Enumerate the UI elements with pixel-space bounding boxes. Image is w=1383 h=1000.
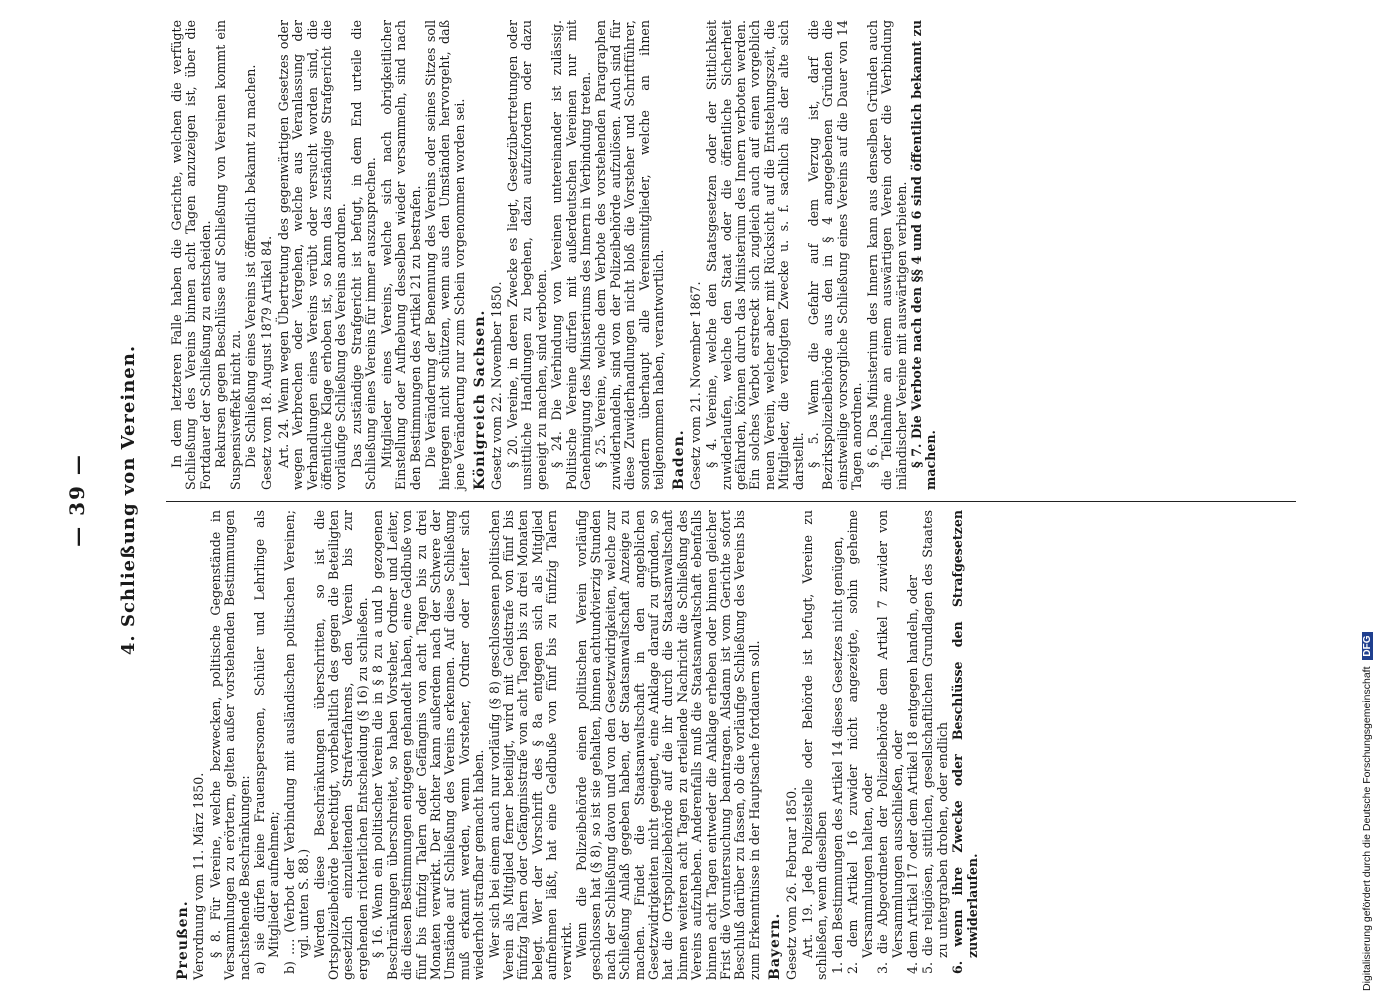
- paragraph: Wer sich bei einem auch nur vorläufig (§ 8) geschlossenen politischen Verein als Mitglied ferner beteiligt, wird mit Geldstrafe von fünf bis fünfzig Talern oder Gefängnisstrafe von acht Tagen bis zu drei Monaten belegt. Wer der Vorschrift des § 8a entgegen sich als Mitglied aufnehmen läßt, hat eine Geldbuße von fünf bis zu fünfzig Talern verwirkt.: [486, 510, 574, 980]
- dfg-logo: DFG: [1362, 632, 1373, 659]
- paragraph: § 20. Vereine, in deren Zwecke es liegt, Gesetzübertretungen oder unsittliche Handlungen zu begehen, dazu aufzufordern oder dazu geneigt zu machen, sind verboten.: [504, 20, 549, 490]
- list-item: 1. den Bestimmungen des Artikel 14 dieses Gesetzes nicht genügen,: [829, 536, 845, 974]
- paragraph: § 6. Das Ministerium des Innern kann aus denselben Gründen auch die Teilnahme an einem auswärtigen Verein oder die Verbindung inländischer Vereine mit auswärtigen verbieten.: [864, 20, 909, 490]
- law-reference: Gesetz vom 21. November 1867.: [687, 281, 703, 490]
- paragraph: § 24. Die Verbindung von Vereinen untereinander ist zulässig. Politische Vereine dürfen mit außerdeutschen Vereinen nur mit Genehmigung des Ministeriums des Innern in Verbindung treten.: [549, 20, 593, 490]
- paragraph: Wenn die Polizeibehörde einen politischen Verein vorläufig geschlossen hat (§ 8), so ist sie gehalten, binnen achtundvierzig Stunden nach der Schließung davon und von den Gesetzwidrigkeiten, welche zur Schließung Anlaß gegeben haben, der Staatsanwaltschaft Anzeige zu machen. Findet die Staatsanwaltschaft in den angeblichen Gesetzwidrigkeiten nicht geeignet, eine Anklage darauf zu gründen, so hat die Ortspolizeibehörde auf die ihr durch die Staatsanwaltschaft binnen weiteren acht Tagen zu erteilende Nachricht die Schließung des Vereins aufzuheben. Anderenfalls muß die Staatsanwaltschaft ebenfalls binnen acht Tagen entweder die Anklage erheben oder binnen gleicher Frist die Voruntersuchung beantragen. Alsdann ist vom Gerichte sofort Beschluß darüber zu fassen, ob die vorläufige Schließung des Vereins bis zum Erkenntnisse in der Hauptsache fortdauern soll.: [573, 510, 762, 980]
- law-reference: Verordnung vom 11. März 1850.: [191, 772, 207, 980]
- paragraph: Art. 24. Wenn wegen Übertretung des gegenwärtigen Gesetzes oder wegen Verbrechen oder Vergehen, welche aus Veranlassung der Verhandlungen eines Vereins verübt oder versucht worden sind, die öffentliche Klage erhoben ist, so kann das zuständige Strafgericht die vorläufige Schließung des Vereins anordnen.: [275, 20, 349, 490]
- paragraph: Art. 19. Jede Polizeistelle oder Behörde ist befugt, Vereine zu schließen, wenn dieselben: [800, 510, 830, 980]
- paragraph: Die Schließung eines Vereins ist öffentlich bekannt zu machen.: [243, 64, 259, 468]
- paragraph: § 25. Vereine, welche dem Verbote des vorstehenden Paragraphen zuwiderhandeln, sind von der Polizeibehörde aufzulösen. Auch sind für diese Zuwiderhandlungen nicht bloß die Vorsteher und Schriftführer, sondern überhaupt alle Vereinsmitglieder, welche an ihnen teilgenommen haben, verantwortlich.: [593, 20, 666, 490]
- paragraph: Werden diese Beschränkungen überschritten, so ist die Ortspolizeibehörde berechtigt, vorbehaltlich des gegen die Beteiligten gesetzlich einzuleitenden Strafverfahrens, den Verein bis zur ergehenden richterlichen Entscheidung (§ 16) zu schließen.: [311, 510, 370, 980]
- list-item: b) .... (Verbot der Verbindung mit ausländischen politischen Vereinen; vgl. unten S. 88.): [281, 510, 312, 974]
- paragraph: § 7. Die Verbote nach den §§ 4 und 6 sind öffentlich bekannt zu machen.: [908, 20, 939, 490]
- paragraph: In dem letzteren Falle haben die Gerichte, welchen die verfügte Schließung des Vereins binnen acht Tagen anzuzeigen ist, über die Fortdauer der Schließung zu entscheiden.: [169, 20, 213, 490]
- paragraph: Rekursen gegen Beschlüsse auf Schließung von Vereinen kommt ein Suspensiveffekt nicht zu.: [213, 20, 243, 490]
- paragraph: § 16. Wenn ein politischer Verein die in § 8 zu a und b gezogenen Beschränkungen überschreitet, so haben Vorsteher, Ordner und Leiter, die diesen Bestimmungen entgegen gehandelt haben, eine Geldbuße von fünf bis fünfzig Talern oder Gefängnis von acht Tagen bis zu drei Monaten verwirkt. Der Richter kann außerdem nach der Schwere der Umstände auf Schließung des Vereins erkennen. Auf diese Schließung muß erkannt werden, wenn Vorsteher, Ordner oder Leiter sich wiederholt strafbar gemacht haben.: [370, 510, 487, 980]
- law-reference: Gesetz vom 18. August 1879 Artikel 84.: [259, 235, 275, 490]
- digitization-note: Digitalisierung gefördert durch die Deutsche Forschungsgemeinschaft: [1361, 666, 1373, 991]
- law-reference: Gesetz vom 26. Februar 1850.: [783, 786, 799, 980]
- paragraph: Mitglieder eines Vereins, welche sich nach obrigkeitlicher Einstellung oder Aufhebung desselben wieder versammeln, sind nach den Bestimmungen des Artikel 21 zu bestrafen.: [378, 20, 423, 490]
- list-item: 6. wenn ihre Zwecke oder Beschlüsse den Strafgesetzen zuwiderlaufen.: [950, 510, 980, 974]
- paragraph: § 5. Wenn die Gefahr auf dem Verzug ist, darf die Bezirkspolizeibehörde aus den in § 4 angegebenen Gründen die einstweilige vorsorgliche Schließung eines Vereins auf die Dauer von 14 Tagen anordnen.: [806, 20, 865, 490]
- section-title-sachsen: Königreich Sachsen.: [472, 309, 489, 490]
- right-column: [170, 20, 940, 490]
- paragraph: § 8. Für Vereine, welche bezwecken, politische Gegenstände in Versammlungen zu erörtern, gelten außer vorstehenden Bestimmungen nachstehende Beschränkungen:: [207, 510, 252, 980]
- digitization-credit: [1361, 6, 1377, 991]
- list-item: 2. dem Artikel 16 zuwider nicht angezeigte, sohin geheime Versammlungen halten, oder: [845, 510, 875, 974]
- list-item: 5. die religiösen, sittlichen, gesellschaftlichen Grundlagen des Staates zu untergraben drohen, oder endlich: [920, 510, 950, 974]
- rotated-page: [65, 10, 1310, 990]
- paragraph: Die Veränderung der Benennung des Vereins oder seines Sitzes soll hiergegen nicht schützen, wenn aus den Umständen hervorgeht, daß jene Veränderung nur zum Schein vorgenommen worden sei.: [422, 20, 467, 490]
- section-title-bayern: Bayern.: [767, 912, 784, 980]
- section-title-preussen: Preußen.: [175, 900, 191, 980]
- left-column: [170, 510, 981, 980]
- law-reference: Gesetz vom 22. November 1850.: [488, 281, 504, 490]
- section-title-baden: Baden.: [671, 429, 688, 490]
- list-item: a) sie dürfen keine Frauenspersonen, Schüler und Lehrlinge als Mitglieder aufnehmen;: [252, 510, 282, 974]
- list-item: 4. dem Artikel 17 oder dem Artikel 18 entgegen handeln, oder: [904, 574, 920, 974]
- paragraph: Das zuständige Strafgericht ist befugt, in dem End urteile die Schließung eines Vereins für immer auszusprechen.: [348, 20, 379, 490]
- paragraph: § 4. Vereine, welche den Staatsgesetzen oder der Sittlichkeit zuwiderlaufen, welche den Staat oder die öffentliche Sicherheit gefährden, können durch das Ministerium des Innern verboten werden. Ein solches Verbot erstreckt sich zugleich auch auf einen vorgeblich neuen Verein, welcher aber mit Rücksicht auf die Entstehungszeit, die Mitglieder, die verfolgten Zwecke u. s. f. sachlich als der alte sich darstellt.: [704, 20, 806, 490]
- column-divider: [166, 501, 1296, 502]
- chapter-title: 4. Schließung von Vereinen.: [118, 344, 139, 656]
- list-item: 3. die Abgeordneten der Polizeibehörde dem Artikel 7 zuwider von Versammlungen ausschließen, oder: [875, 510, 905, 974]
- page-number: — 39 —: [65, 453, 89, 547]
